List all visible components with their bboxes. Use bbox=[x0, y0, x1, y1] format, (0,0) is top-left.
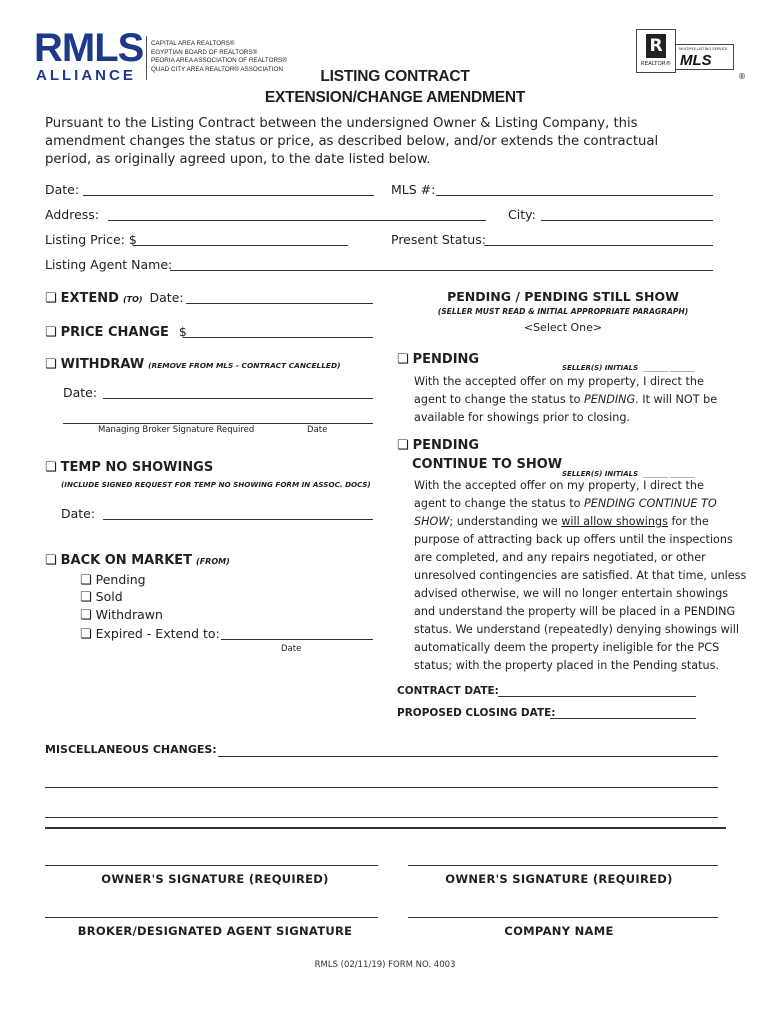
temp-date-field[interactable] bbox=[103, 519, 373, 520]
temp-date-label: Date: bbox=[61, 506, 96, 521]
present-status-label: Present Status: bbox=[391, 232, 486, 247]
owner-signature-field-2[interactable] bbox=[408, 865, 718, 866]
mls-logo-text: MLS bbox=[680, 52, 712, 69]
checkbox-icon[interactable]: ❏ bbox=[45, 357, 57, 372]
price-change-label: PRICE CHANGE bbox=[60, 325, 169, 340]
misc-changes-line[interactable] bbox=[45, 817, 718, 818]
pcts-text-line: status. We understand (repeatedly) denying showings will bbox=[414, 623, 740, 636]
pcts-text-line: status; with the property placed in the Pending status. bbox=[414, 659, 719, 672]
extend-date-label: Date: bbox=[149, 290, 184, 305]
owner-signature-caption-1: OWNER'S SIGNATURE (REQUIRED) bbox=[101, 872, 329, 886]
checkbox-icon[interactable]: ❏ bbox=[397, 352, 409, 367]
pcts-text-line: With the accepted offer on my property, I direct the bbox=[414, 479, 704, 492]
section-divider bbox=[45, 827, 726, 829]
withdraw-note: (REMOVE FROM MLS - CONTRACT CANCELLED) bbox=[148, 361, 341, 370]
checkbox-icon[interactable]: ❏ bbox=[45, 553, 57, 568]
mls-number-field[interactable] bbox=[436, 195, 713, 196]
pending-text-line: agent to change the status to PENDING. It will NOT be bbox=[414, 393, 718, 406]
pcts-text-line: and understand the property will be placed in a PENDING bbox=[414, 605, 736, 618]
extend-to-note: (TO) bbox=[122, 295, 143, 304]
listing-agent-field[interactable] bbox=[170, 270, 713, 271]
pcts-label-line2: CONTINUE TO SHOW bbox=[412, 457, 563, 472]
contract-date-field[interactable] bbox=[498, 696, 696, 697]
realtor-logo bbox=[636, 29, 676, 73]
price-change-field[interactable] bbox=[183, 337, 373, 338]
date-label: Date: bbox=[45, 182, 80, 197]
misc-changes-field[interactable] bbox=[218, 756, 718, 757]
initials-blank[interactable]: _______ _______ bbox=[643, 364, 695, 372]
bom-option-label: Withdrawn bbox=[95, 607, 163, 622]
bom-option-label: Expired - Extend to: bbox=[95, 626, 220, 641]
mls-small-text: MULTIPLE LISTING SERVICE bbox=[679, 47, 728, 51]
pending-option[interactable] bbox=[397, 351, 479, 367]
seller-initials-label: SELLER(S) INITIALS bbox=[562, 470, 639, 478]
withdraw-option[interactable] bbox=[45, 356, 341, 372]
broker-signature-field[interactable] bbox=[45, 917, 378, 918]
pending-text-line: available for showings prior to closing. bbox=[414, 411, 630, 424]
back-on-market-option[interactable] bbox=[45, 552, 230, 568]
pcts-text-line: purpose of attracting back up offers until the inspections bbox=[414, 533, 733, 546]
intro-paragraph bbox=[45, 115, 658, 169]
contract-date-label: CONTRACT DATE: bbox=[397, 685, 499, 697]
misc-changes-line[interactable] bbox=[45, 787, 718, 788]
checkbox-icon[interactable]: ❏ bbox=[397, 438, 409, 453]
logo-divider bbox=[146, 36, 147, 80]
checkbox-icon[interactable]: ❏ bbox=[45, 460, 57, 475]
city-label: City: bbox=[508, 207, 536, 222]
extend-date-field[interactable] bbox=[186, 303, 373, 304]
pending-initials[interactable] bbox=[562, 355, 695, 374]
pcts-text-line: SHOW; understanding we will allow showings for the bbox=[414, 515, 709, 528]
bom-option-label: Pending bbox=[95, 572, 146, 587]
owner-signature-field-1[interactable] bbox=[45, 865, 378, 866]
temp-no-showings-note: (INCLUDE SIGNED REQUEST FOR TEMP NO SHOWING FORM IN ASSOC. DOCS) bbox=[61, 480, 371, 489]
realtor-label: REALTOR® bbox=[640, 61, 672, 67]
intro-line: period, as originally agreed upon, to the date listed below. bbox=[45, 152, 431, 167]
bom-date-caption: Date bbox=[281, 644, 302, 654]
title-line-1: LISTING CONTRACT bbox=[320, 68, 470, 85]
seller-initials-label: SELLER(S) INITIALS bbox=[562, 364, 639, 372]
temp-no-showings-label: TEMP NO SHOWINGS bbox=[60, 460, 214, 475]
date-field[interactable] bbox=[83, 195, 374, 196]
pcts-text-line: automatically deem the property ineligible for the PCS bbox=[414, 641, 720, 654]
logo-alliance-text: ALLIANCE bbox=[36, 67, 136, 84]
pcts-text-line: advised otherwise, we will no longer entertain showings bbox=[414, 587, 729, 600]
pending-text-line: With the accepted offer on my property, I direct the bbox=[414, 375, 704, 388]
bom-option-label: Sold bbox=[95, 589, 123, 604]
address-field[interactable] bbox=[108, 220, 486, 221]
intro-line: amendment changes the status or price, as described below, and/or extends the contractual bbox=[45, 134, 659, 149]
form-footer: RMLS (02/11/19) FORM NO. 4003 bbox=[314, 960, 456, 970]
city-field[interactable] bbox=[541, 220, 713, 221]
address-label: Address: bbox=[45, 207, 99, 222]
pcts-text-line: unresolved contingencies are satisfied. At that time, unless bbox=[414, 569, 747, 582]
checkbox-icon[interactable]: ❏ bbox=[80, 573, 92, 588]
withdraw-date-label: Date: bbox=[63, 385, 98, 400]
withdraw-date-field[interactable] bbox=[103, 398, 373, 399]
present-status-field[interactable] bbox=[484, 245, 713, 246]
mls-label: MLS #: bbox=[391, 182, 436, 197]
listing-agent-label: Listing Agent Name: bbox=[45, 257, 173, 272]
checkbox-icon[interactable]: ❏ bbox=[80, 608, 92, 623]
pcts-label-line1: PENDING bbox=[412, 438, 480, 453]
board-name: CAPITAL AREA REALTORS® bbox=[151, 40, 235, 47]
checkbox-icon[interactable]: ❏ bbox=[45, 291, 57, 306]
logo-rmls-text: RMLS bbox=[34, 26, 144, 70]
pcts-text-line: agent to change the status to PENDING CONTINUE TO bbox=[414, 497, 717, 510]
checkbox-icon[interactable]: ❏ bbox=[45, 325, 57, 340]
misc-changes-label: MISCELLANEOUS CHANGES: bbox=[45, 743, 217, 756]
pcts-text-line: are completed, and any repairs negotiated, or other bbox=[414, 551, 706, 564]
listing-price-field[interactable] bbox=[133, 245, 348, 246]
board-name: QUAD CITY AREA REALTOR® ASSOCIATION bbox=[151, 65, 283, 73]
owner-signature-caption-2: OWNER'S SIGNATURE (REQUIRED) bbox=[445, 872, 673, 886]
bom-withdrawn-option[interactable] bbox=[80, 607, 163, 623]
back-on-market-label: BACK ON MARKET bbox=[60, 553, 193, 568]
pending-paragraph bbox=[414, 373, 717, 427]
board-name: PEORIA AREA ASSOCIATION OF REALTORS® bbox=[151, 57, 287, 64]
managing-broker-signature-field[interactable] bbox=[63, 423, 373, 424]
pcts-option[interactable] bbox=[397, 437, 479, 453]
extend-label: EXTEND bbox=[60, 291, 119, 306]
listing-price-label: Listing Price: $ bbox=[45, 232, 137, 247]
title-line-2: EXTENSION/CHANGE AMENDMENT bbox=[264, 89, 526, 106]
rmls-alliance-logo bbox=[34, 26, 146, 86]
company-name-caption: COMPANY NAME bbox=[504, 924, 614, 938]
bom-sold-option[interactable] bbox=[80, 589, 123, 605]
checkbox-icon[interactable]: ❏ bbox=[80, 627, 92, 642]
board-name: EGYPTIAN BOARD OF REALTORS® bbox=[151, 48, 258, 56]
registered-mark: ® bbox=[738, 72, 746, 81]
checkbox-icon[interactable]: ❏ bbox=[80, 590, 92, 605]
managing-broker-date-caption: Date bbox=[307, 425, 328, 435]
managing-broker-caption: Managing Broker Signature Required bbox=[98, 425, 255, 435]
initials-blank[interactable]: _______ _______ bbox=[643, 470, 695, 478]
pending-heading: PENDING / PENDING STILL SHOW bbox=[447, 289, 679, 304]
withdraw-label: WITHDRAW bbox=[60, 357, 145, 372]
pending-subheading: (SELLER MUST READ & INITIAL APPROPRIATE PARAGRAPH) bbox=[437, 307, 689, 316]
pending-label: PENDING bbox=[412, 352, 480, 367]
broker-signature-caption: BROKER/DESIGNATED AGENT SIGNATURE bbox=[77, 924, 353, 938]
pcts-paragraph bbox=[414, 477, 746, 675]
bom-expired-option[interactable] bbox=[80, 626, 220, 642]
closing-date-field[interactable] bbox=[550, 718, 696, 719]
extend-option[interactable] bbox=[45, 290, 184, 306]
company-name-field[interactable] bbox=[408, 917, 718, 918]
bom-pending-option[interactable] bbox=[80, 572, 146, 588]
realtor-r-icon: R bbox=[646, 34, 666, 58]
temp-no-showings-option[interactable] bbox=[45, 459, 213, 475]
expired-extend-date-field[interactable] bbox=[221, 639, 373, 640]
closing-date-label: PROPOSED CLOSING DATE: bbox=[397, 707, 556, 719]
form-title bbox=[225, 66, 565, 108]
price-dollar-sign: $ bbox=[178, 324, 187, 339]
back-from-note: (FROM) bbox=[196, 557, 230, 566]
intro-line: Pursuant to the Listing Contract between the undersigned Owner & Listing Company, this bbox=[45, 116, 638, 131]
status-select[interactable]: <Select One> bbox=[523, 321, 603, 334]
price-change-option[interactable] bbox=[45, 324, 187, 340]
mls-logo bbox=[676, 44, 734, 70]
